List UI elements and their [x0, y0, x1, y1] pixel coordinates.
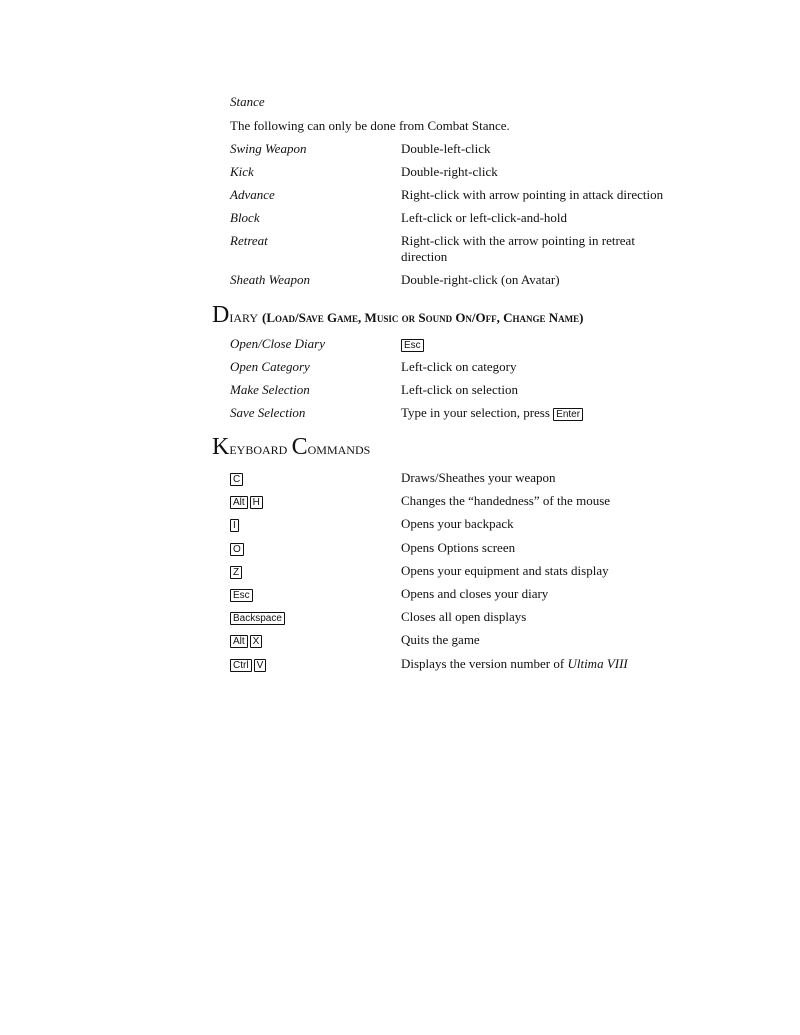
diary-action: Save Selection — [230, 405, 306, 420]
key-combo — [230, 540, 246, 556]
alt-key-icon: Alt — [230, 635, 248, 648]
key-combo — [230, 470, 245, 486]
stance-desc: Double-right-click — [401, 164, 498, 179]
stance-note: The following can only be done from Combat Stance. — [230, 118, 510, 133]
diary-subtitle: (Load/Save Game, Music or Sound On/Off, Change Name) — [262, 310, 584, 325]
key-command-desc: Opens your backpack — [401, 516, 514, 531]
stance-action: Kick — [230, 164, 254, 179]
stance-label: Stance — [230, 94, 265, 109]
h-key-icon: H — [250, 496, 263, 509]
stance-action: Swing Weapon — [230, 141, 307, 156]
stance-action: Advance — [230, 187, 275, 202]
stance-action: Sheath Weapon — [230, 272, 311, 287]
alt-key-icon: Alt — [230, 496, 248, 509]
key-command-desc: Displays the version number of Ultima VIII — [401, 656, 628, 671]
key-combo — [230, 563, 244, 579]
key-combo — [230, 516, 241, 532]
stance-desc: Left-click or left-click-and-hold — [401, 210, 568, 225]
key-command-desc: Opens Options screen — [401, 540, 516, 555]
key-command-desc: Closes all open displays — [401, 609, 527, 624]
stance-action: Retreat — [230, 233, 268, 248]
enter-key-icon: Enter — [553, 408, 583, 421]
key-combo — [230, 493, 265, 509]
c-key-icon: C — [230, 473, 243, 486]
key-combo — [230, 609, 287, 625]
key-combo — [230, 586, 255, 602]
key-command-desc: Changes the “handedness” of the mouse — [401, 493, 611, 508]
key-combo — [230, 656, 268, 672]
x-key-icon: X — [250, 635, 263, 648]
diary-action: Open/Close Diary — [230, 336, 325, 351]
ctrl-key-icon: Ctrl — [230, 659, 252, 672]
diary-heading: Diary (Load/Save Game, Music or Sound On/Off, Change Name) — [212, 302, 584, 328]
stance-desc: Right-click with arrow pointing in attack direction — [401, 187, 664, 202]
key-command-desc: Opens and closes your diary — [401, 586, 549, 601]
key-command-desc: Draws/Sheathes your weapon — [401, 470, 556, 485]
stance-desc: Right-click with the arrow pointing in retreat direction — [401, 233, 635, 264]
diary-desc: Left-click on selection — [401, 382, 518, 397]
diary-action: Open Category — [230, 359, 310, 374]
o-key-icon: O — [230, 543, 244, 556]
i-key-icon: I — [230, 519, 239, 532]
diary-action: Make Selection — [230, 382, 310, 397]
key-combo — [230, 632, 264, 648]
stance-action: Block — [230, 210, 260, 225]
diary-desc: Type in your selection, press Enter — [401, 405, 691, 421]
z-key-icon: Z — [230, 566, 242, 579]
backspace-key-icon: Backspace — [230, 612, 285, 625]
diary-desc: Left-click on category — [401, 359, 517, 374]
keyboard-heading: Keyboard Commands — [212, 434, 371, 460]
v-key-icon: V — [254, 659, 267, 672]
esc-key-icon: Esc — [230, 589, 253, 602]
diary-desc — [401, 336, 691, 352]
key-command-desc: Opens your equipment and stats display — [401, 563, 609, 578]
game-title: Ultima VIII — [567, 656, 628, 671]
key-command-desc: Quits the game — [401, 632, 480, 647]
stance-desc: Double-left-click — [401, 141, 491, 156]
esc-key-icon: Esc — [401, 339, 424, 352]
stance-desc: Double-right-click (on Avatar) — [401, 272, 560, 287]
